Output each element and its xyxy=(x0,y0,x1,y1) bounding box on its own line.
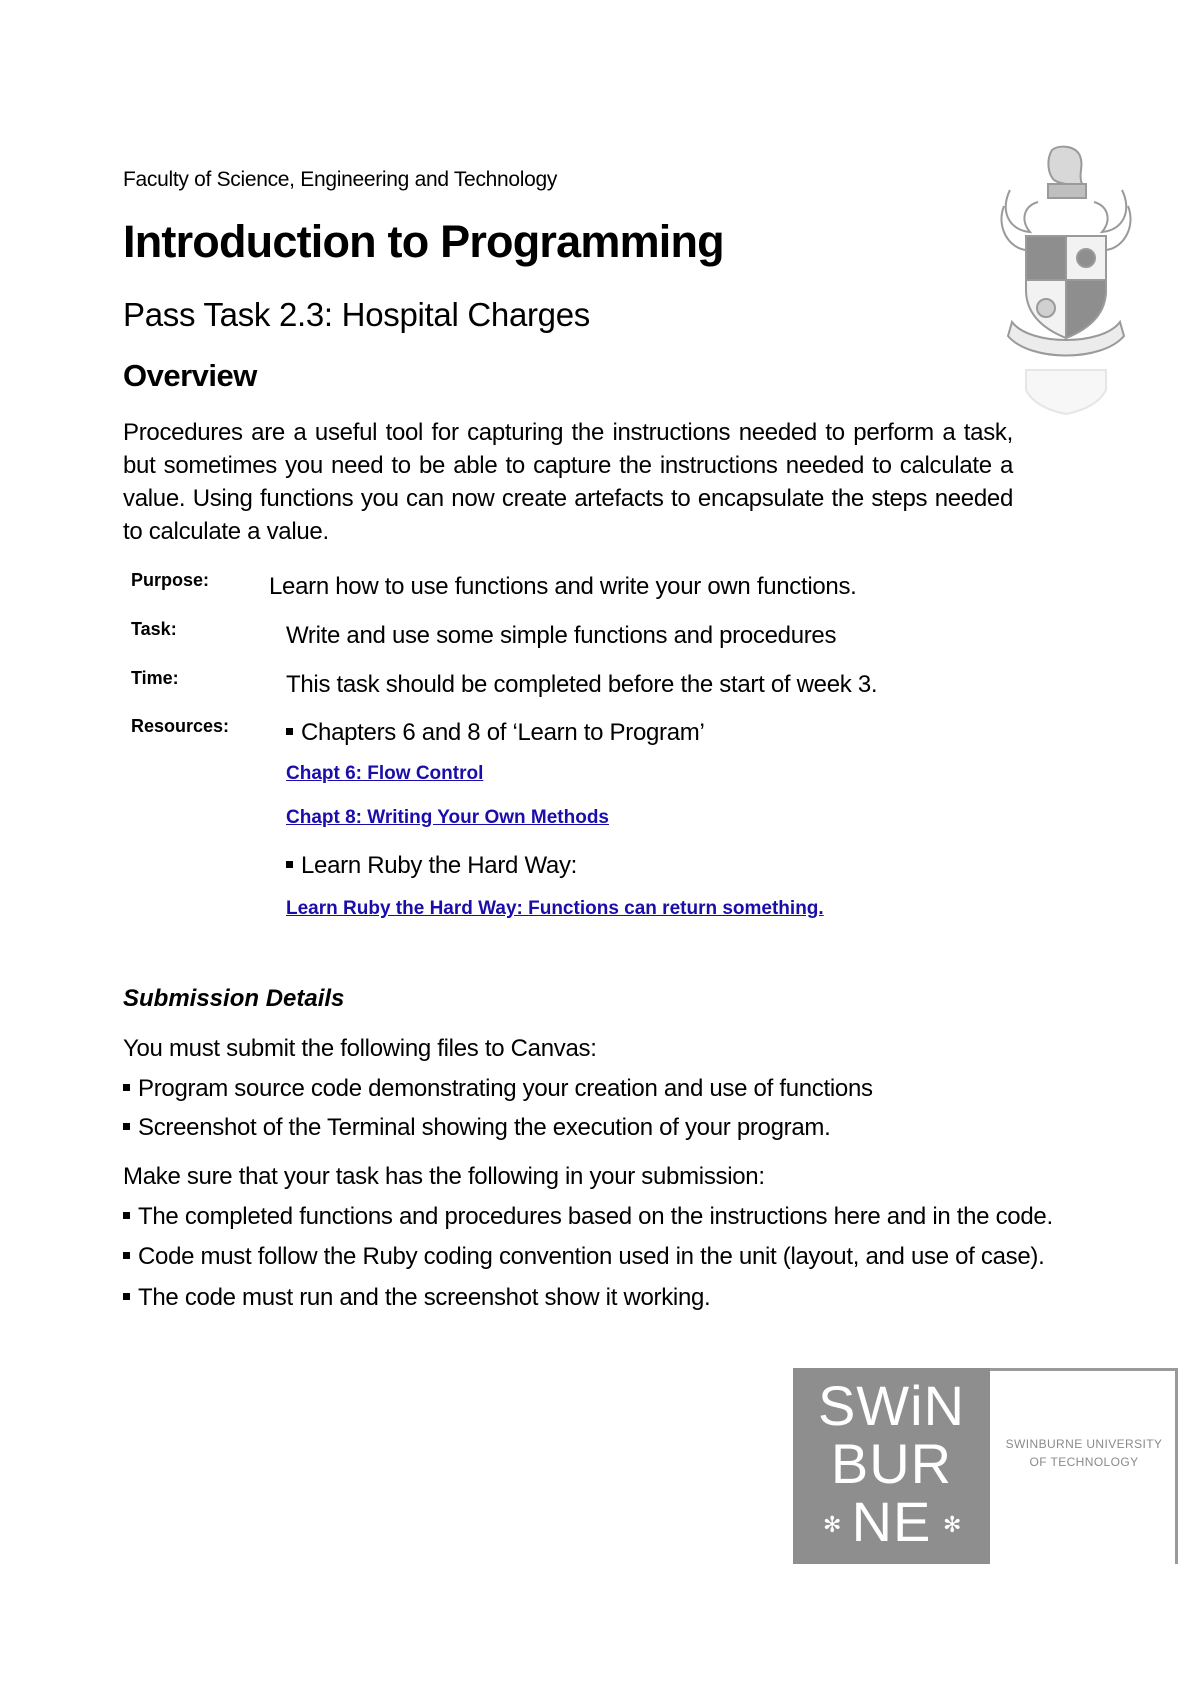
swinburne-logo xyxy=(793,1368,1179,1564)
task-title: Pass Task 2.3: Hospital Charges xyxy=(123,296,590,333)
logo-caption-line-2: OF TECHNOLOGY xyxy=(1029,1455,1139,1469)
list-item-text: Code must follow the Ruby coding convention used in the unit (layout, and use of case). xyxy=(138,1243,1045,1270)
time-label: Time: xyxy=(131,668,179,688)
list-item-text: Program source code demonstrating your creation and use of functions xyxy=(138,1075,873,1102)
logo-line-1: SWiN xyxy=(817,1374,966,1437)
resource-item-1 xyxy=(286,719,705,747)
bullet-square-icon xyxy=(123,1123,130,1130)
logo-caption xyxy=(1004,1435,1164,1471)
task-label: Task: xyxy=(131,619,177,639)
logo-line-3: NE xyxy=(851,1490,932,1553)
bullet-square-icon xyxy=(286,728,293,735)
link-learn-ruby-hard-way[interactable]: Learn Ruby the Hard Way: Functions can return something. xyxy=(286,898,824,919)
purpose-value: Learn how to use functions and write your own functions. xyxy=(269,573,857,600)
bullet-square-icon xyxy=(123,1252,130,1259)
overview-heading: Overview xyxy=(123,358,257,393)
document-title: Introduction to Programming xyxy=(123,216,724,267)
resource-item-2-text: Learn Ruby the Hard Way: xyxy=(301,852,578,879)
university-crest xyxy=(990,140,1140,420)
bullet-square-icon xyxy=(123,1084,130,1091)
flower-icon: ✻ xyxy=(823,1512,842,1537)
submission-heading: Submission Details xyxy=(123,985,345,1012)
list-item xyxy=(123,1243,1044,1271)
list-item xyxy=(123,1114,830,1142)
logo-caption-line-1: SWINBURNE UNIVERSITY xyxy=(1005,1437,1163,1451)
bullet-square-icon xyxy=(286,861,293,868)
resource-item-2 xyxy=(286,852,577,880)
submission-intro: You must submit the following files to Canvas: xyxy=(123,1035,597,1062)
purpose-label: Purpose: xyxy=(131,570,210,590)
list-item-text: Screenshot of the Terminal showing the execution of your program. xyxy=(138,1114,831,1141)
list-item xyxy=(123,1075,873,1103)
time-value: This task should be completed before the start of week 3. xyxy=(286,671,878,698)
list-item-text: The code must run and the screenshot show it working. xyxy=(138,1284,711,1311)
overview-paragraph: Procedures are a useful tool for capturing the instructions needed to perform a task, but sometimes you need to be able to capture the instructions needed to calculate a value. Using functions you can now create artefacts to encapsulate the steps needed to calculate a value. xyxy=(123,419,1013,545)
faculty-name: Faculty of Science, Engineering and Technology xyxy=(123,168,558,191)
link-writing-methods[interactable]: Chapt 8: Writing Your Own Methods xyxy=(286,807,609,828)
logo-line-2: BUR xyxy=(830,1432,953,1495)
list-item xyxy=(123,1203,1053,1231)
logo-wordmark-panel xyxy=(793,1368,990,1564)
link-flow-control[interactable]: Chapt 6: Flow Control xyxy=(286,763,484,784)
flower-icon: ✻ xyxy=(943,1512,962,1537)
task-value: Write and use some simple functions and procedures xyxy=(286,622,837,649)
list-item xyxy=(123,1284,710,1312)
logo-caption-panel xyxy=(990,1368,1178,1564)
resources-label: Resources: xyxy=(131,716,230,736)
resource-item-1-text: Chapters 6 and 8 of ‘Learn to Program’ xyxy=(301,719,705,746)
bullet-square-icon xyxy=(123,1293,130,1300)
checklist-intro: Make sure that your task has the following in your submission: xyxy=(123,1163,765,1190)
list-item-text: The completed functions and procedures based on the instructions here and in the code. xyxy=(138,1203,1053,1230)
bullet-square-icon xyxy=(123,1212,130,1219)
